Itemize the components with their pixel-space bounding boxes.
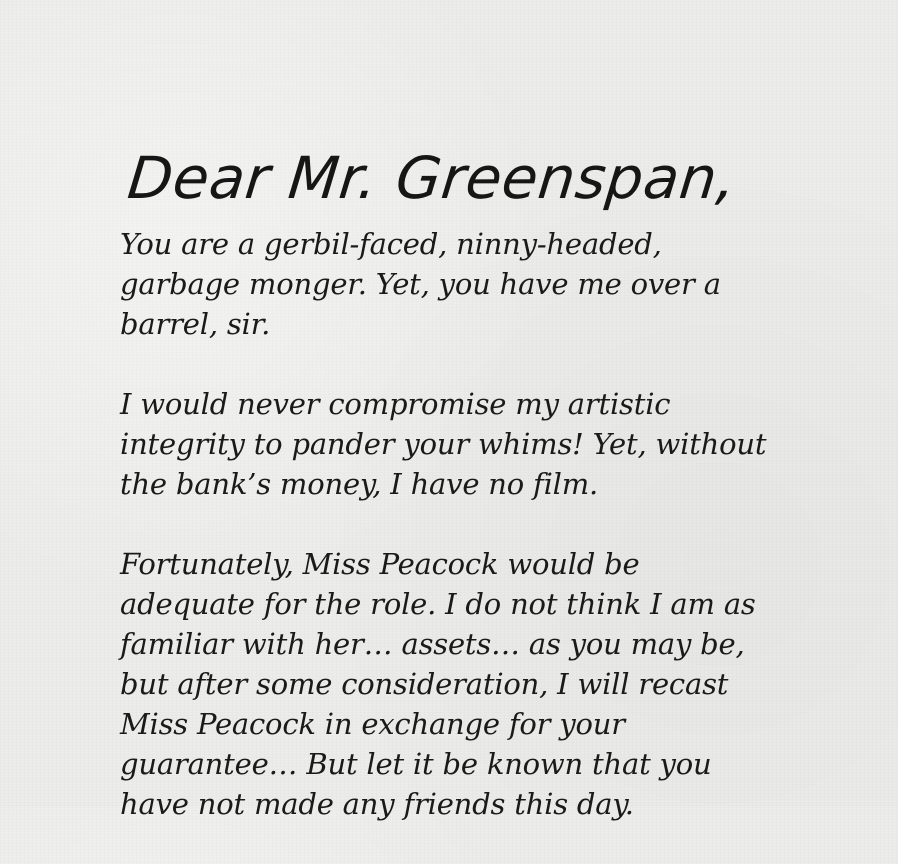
letter-paragraph-2: I would never compromise my artistic integrity to pander your whims! Yet, without the bank’s money, I have no film.: [120, 387, 767, 501]
letter-salutation: Dear Mr. Greenspan,: [124, 144, 740, 212]
letter: [120, 138, 770, 864]
letter-paragraph-3: Fortunately, Miss Peacock would be adequate for the role. I do not think I am as familiar with her… assets… as you may be, but after some consideration, I will recast Miss Peacock in exchange for your guarantee… But let it be known that you have not made any friends this day.: [120, 547, 756, 821]
letter-paragraph-1: You are a gerbil-faced, ninny-headed, garbage monger. Yet, you have me over a barrel, sir.: [120, 227, 721, 341]
